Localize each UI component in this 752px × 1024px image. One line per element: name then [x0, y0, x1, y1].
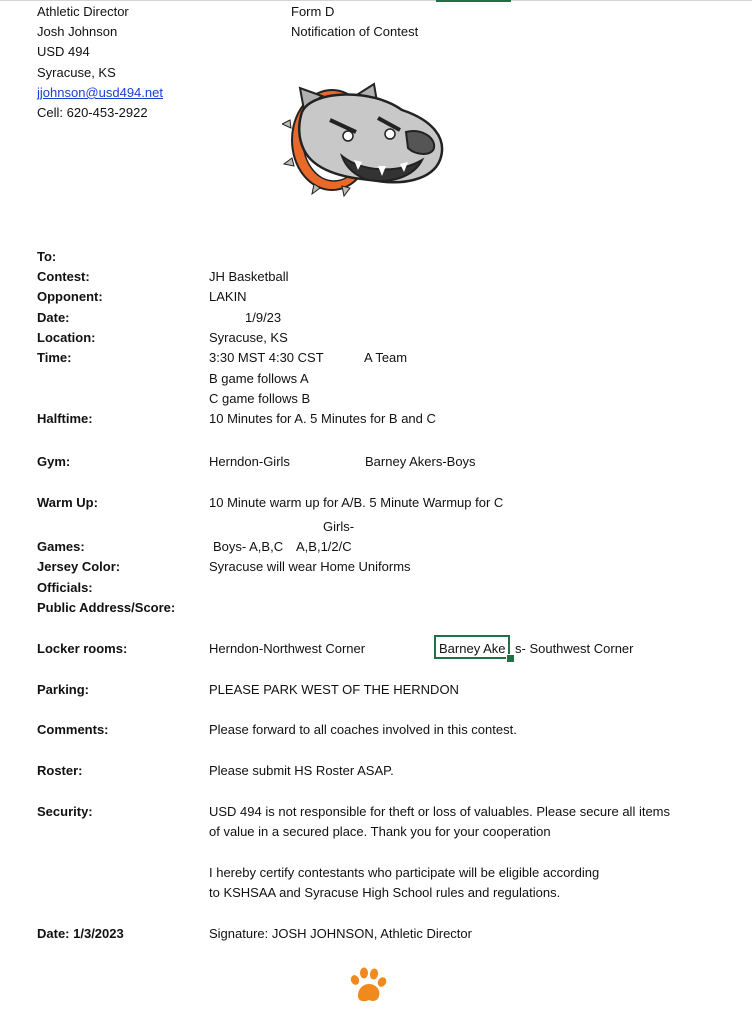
selected-column-indicator: [436, 0, 511, 2]
value-time-c-game: C game follows B: [209, 391, 311, 406]
value-games-girls-label: Girls-: [323, 519, 355, 534]
value-security-line2: of value in a secured place. Thank you for your cooperation: [209, 824, 551, 839]
value-gym-girls: Herndon-Girls: [209, 454, 290, 469]
value-roster: Please submit HS Roster ASAP.: [209, 763, 394, 778]
label-to: To:: [37, 249, 57, 264]
label-time: Time:: [37, 350, 72, 365]
label-public-address: Public Address/Score:: [37, 600, 176, 615]
value-time-team: A Team: [364, 350, 408, 365]
value-jersey: Syracuse will wear Home Uniforms: [209, 559, 411, 574]
header-cell: Cell: 620-453-2922: [37, 105, 148, 120]
label-officials: Officials:: [37, 580, 93, 595]
form-title: Notification of Contest: [291, 24, 419, 39]
label-gym: Gym:: [37, 454, 71, 469]
label-parking: Parking:: [37, 682, 90, 697]
header-district: USD 494: [37, 44, 90, 59]
label-comments: Comments:: [37, 722, 109, 737]
value-locker-boys-cell[interactable]: Barney Ake: [439, 641, 506, 656]
value-comments: Please forward to all coaches involved in this contest.: [209, 722, 517, 737]
value-locker-boys-rest: s- Southwest Corner: [515, 641, 634, 656]
sheet-top-border: [0, 0, 752, 1]
form-id: Form D: [291, 4, 335, 19]
selected-cell-outline[interactable]: [434, 635, 510, 659]
value-time-b-game: B game follows A: [209, 371, 309, 386]
value-halftime: 10 Minutes for A. 5 Minutes for B and C: [209, 411, 436, 426]
paw-print-icon: [346, 966, 388, 1006]
value-certify-line1: I hereby certify contestants who participate will be eligible according: [209, 865, 600, 880]
label-games: Games:: [37, 539, 85, 554]
value-games-boys: Boys- A,B,C: [213, 539, 284, 554]
header-name: Josh Johnson: [37, 24, 118, 39]
label-locker-rooms: Locker rooms:: [37, 641, 128, 656]
header-city: Syracuse, KS: [37, 65, 116, 80]
label-security: Security:: [37, 804, 93, 819]
header-title: Athletic Director: [37, 4, 129, 19]
label-contest: Contest:: [37, 269, 90, 284]
label-opponent: Opponent:: [37, 289, 103, 304]
value-opponent: LAKIN: [209, 289, 247, 304]
label-footer-date: Date: 1/3/2023: [37, 926, 124, 941]
label-roster: Roster:: [37, 763, 83, 778]
value-locker-girls: Herndon-Northwest Corner: [209, 641, 366, 656]
value-date: 1/9/23: [245, 310, 282, 325]
label-warmup: Warm Up:: [37, 495, 98, 510]
value-time: 3:30 MST 4:30 CST: [209, 350, 324, 365]
value-signature: Signature: JOSH JOHNSON, Athletic Director: [209, 926, 472, 941]
value-certify-line2: to KSHSAA and Syracuse High School rules and regulations.: [209, 885, 561, 900]
label-jersey: Jersey Color:: [37, 559, 121, 574]
bulldog-mascot-icon: [282, 80, 450, 200]
fill-handle[interactable]: [506, 654, 515, 663]
value-location: Syracuse, KS: [209, 330, 288, 345]
email-link[interactable]: jjohnson@usd494.net: [37, 85, 163, 100]
value-security-line1: USD 494 is not responsible for theft or loss of valuables. Please secure all items: [209, 804, 671, 819]
label-halftime: Halftime:: [37, 411, 93, 426]
label-location: Location:: [37, 330, 96, 345]
value-warmup: 10 Minute warm up for A/B. 5 Minute Warmup for C: [209, 495, 504, 510]
value-parking: PLEASE PARK WEST OF THE HERNDON: [209, 682, 459, 697]
value-gym-boys: Barney Akers-Boys: [365, 454, 476, 469]
label-date: Date:: [37, 310, 70, 325]
value-games-girls: A,B,1/2/C: [296, 539, 352, 554]
value-contest: JH Basketball: [209, 269, 289, 284]
